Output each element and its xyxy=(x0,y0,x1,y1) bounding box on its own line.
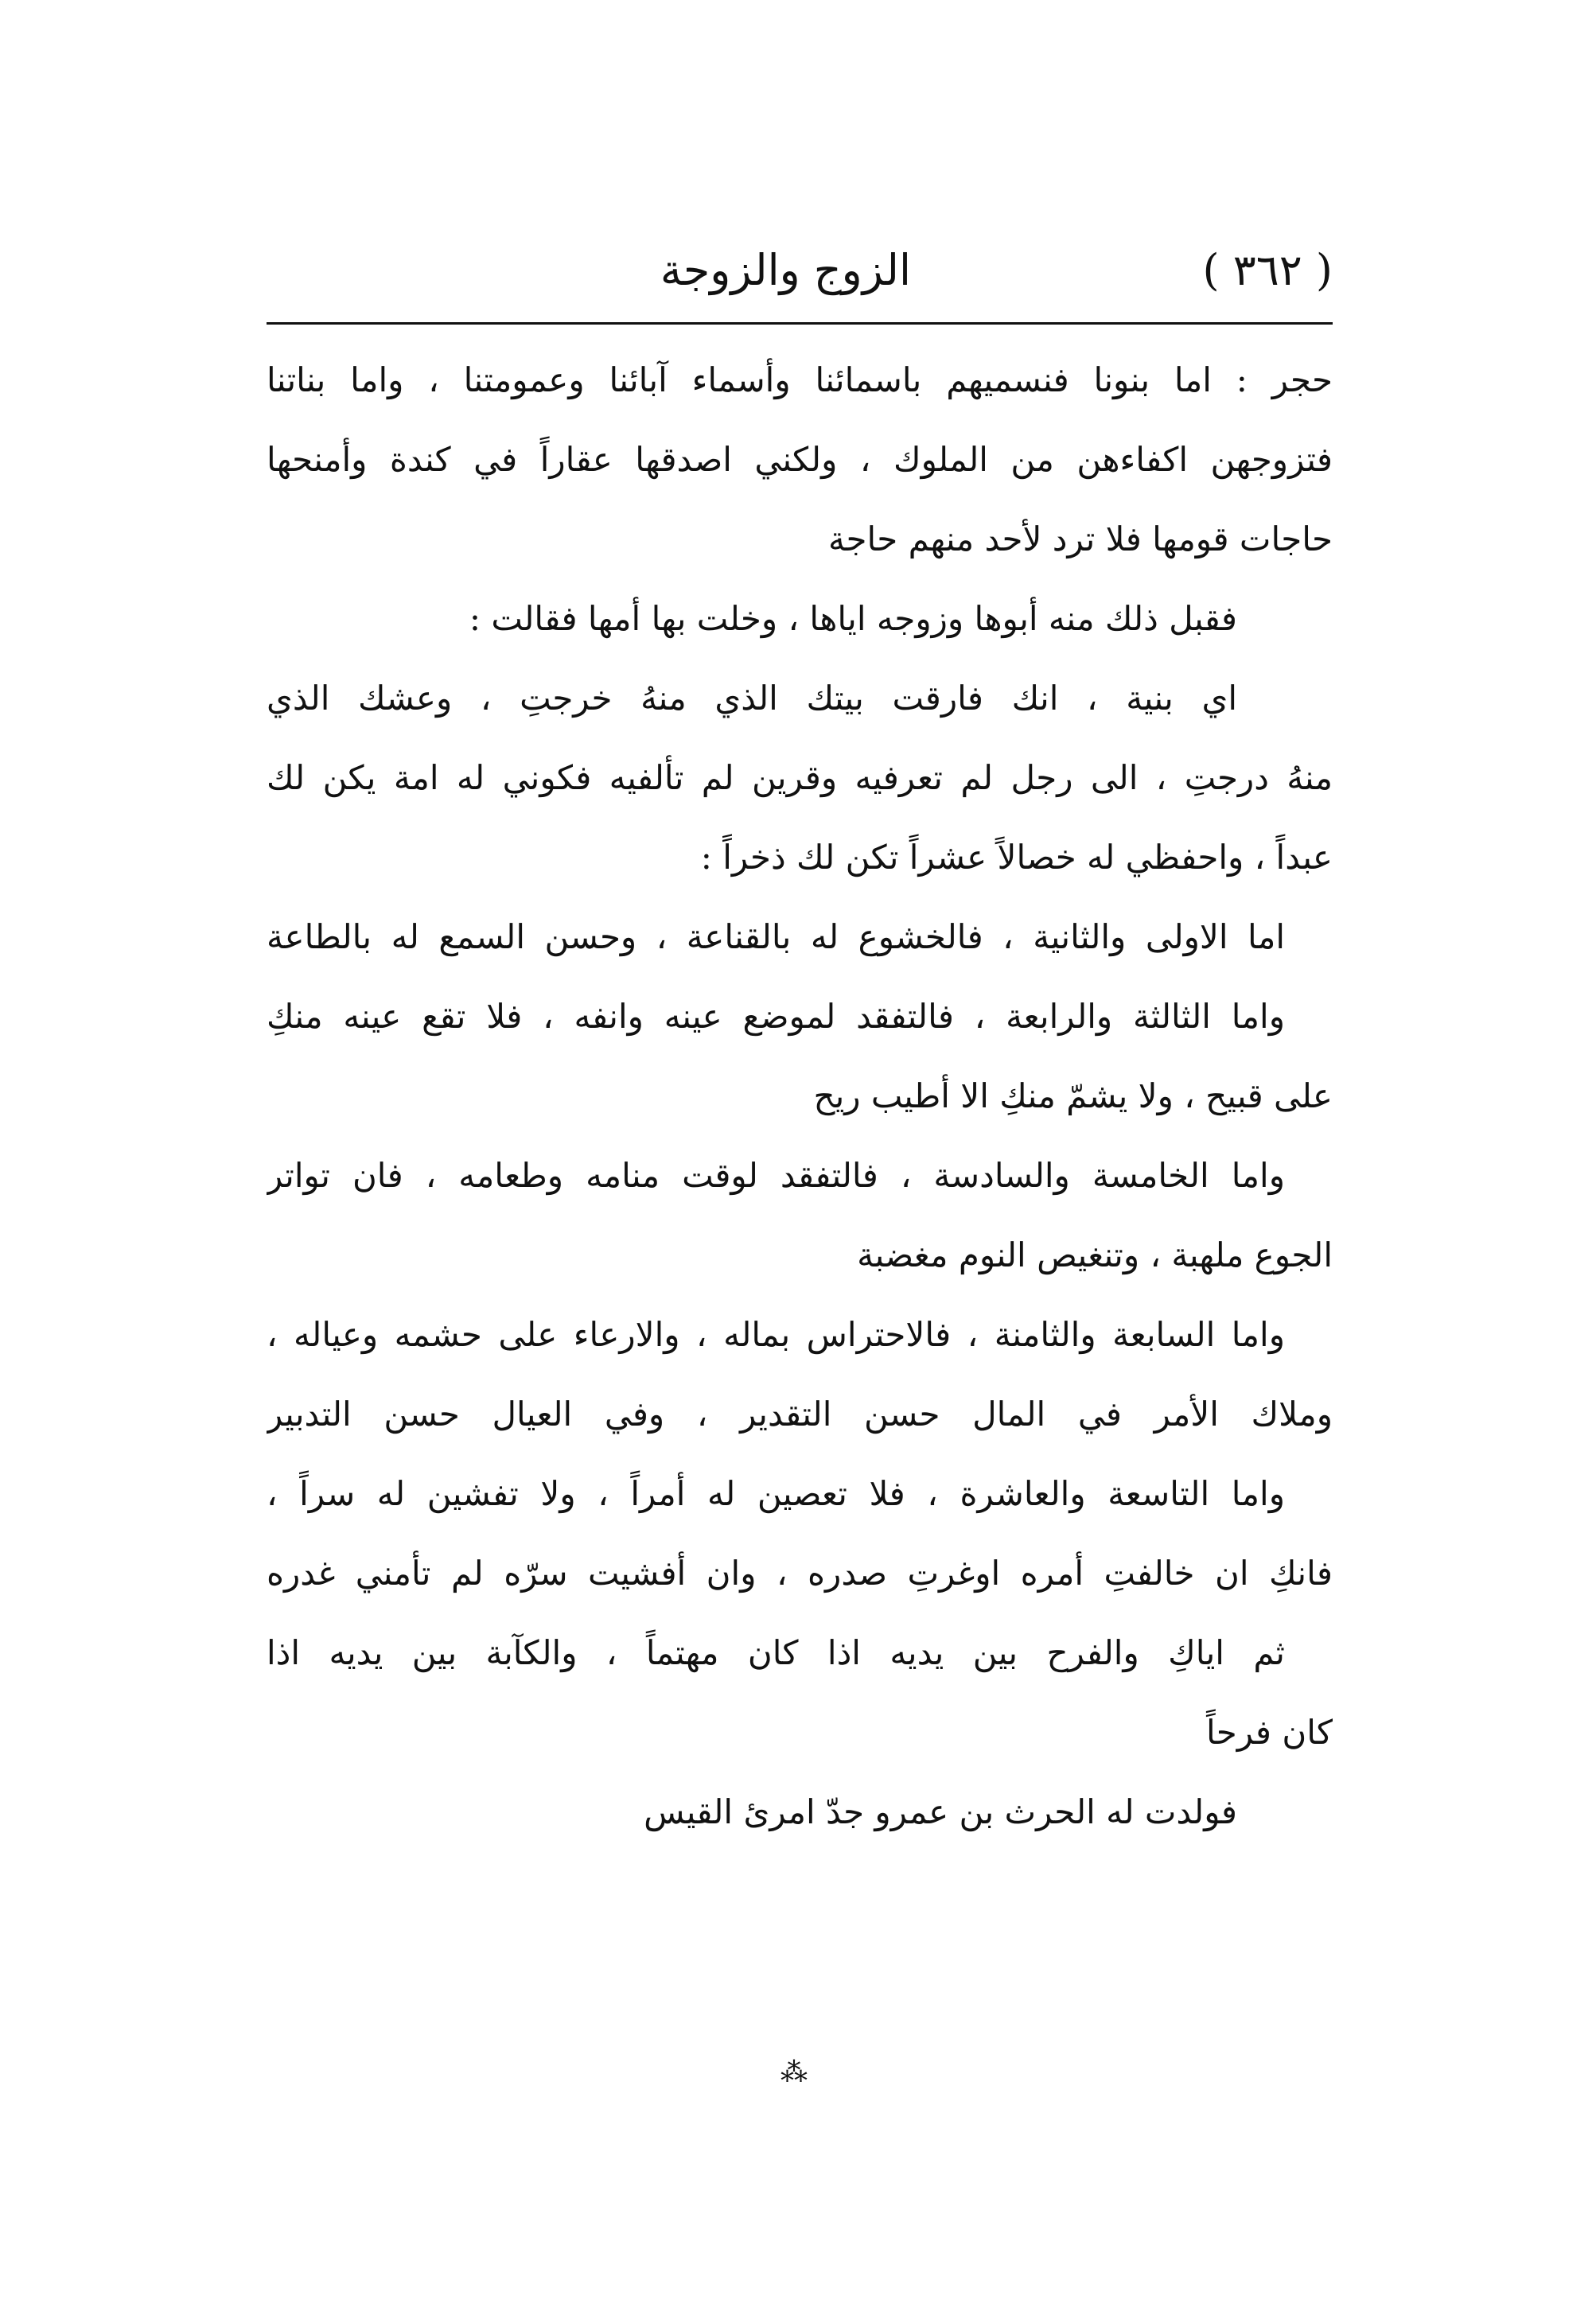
text-line: كان فرحاً xyxy=(1206,1713,1333,1752)
text-line: فانكِ ان خالفتِ أمره اوغرتِ صدره ، وان أفشيت سرّه لم تأمني غدره xyxy=(267,1554,1333,1593)
body-text xyxy=(267,340,1333,1852)
running-header xyxy=(267,239,1333,302)
text-line: عبداً ، واحفظي له خصالاً عشراً تكن لك ذخراً : xyxy=(700,838,1333,877)
text-line: فقبل ذلك منه أبوها وزوجه اياها ، وخلت بها أمها فقالت : xyxy=(469,599,1237,638)
text-line: اما الاولى والثانية ، فالخشوع له بالقناعة ، وحسن السمع له بالطاعة xyxy=(267,917,1285,956)
section-ornament: ⁂ xyxy=(780,2056,816,2088)
text-line: على قبيح ، ولا يشمّ منكِ الا أطيب ريح xyxy=(813,1076,1333,1115)
text-line: اي بنية ، انك فارقت بيتك الذي منهُ خرجتِ ، وعشك الذي xyxy=(267,679,1237,718)
text-line: واما السابعة والثامنة ، فالاحتراس بماله ، والارعاء على حشمه وعياله ، xyxy=(267,1315,1285,1354)
text-line: واما الثالثة والرابعة ، فالتفقد لموضع عينه وانفه ، فلا تقع عينه منكِ xyxy=(267,997,1285,1036)
text-line: ثم اياكِ والفرح بين يديه اذا كان مهتماً ، والكآبة بين يديه اذا xyxy=(267,1633,1285,1672)
text-line: وملاك الأمر في المال حسن التقدير ، وفي العيال حسن التدبير xyxy=(267,1395,1333,1434)
header-rule xyxy=(267,322,1333,325)
text-line: الجوع ملهبة ، وتنغيص النوم مغضبة xyxy=(857,1235,1333,1274)
text-line: فتزوجهن اكفاءهن من الملوك ، ولكني اصدقها عقاراً في كندة وأمنحها xyxy=(267,440,1333,479)
running-title: الزوج والزوجة xyxy=(660,245,911,295)
page-number: ( ٣٦٢ ) xyxy=(1202,245,1333,295)
text-line: واما الخامسة والسادسة ، فالتفقد لوقت منامه وطعامه ، فان تواتر xyxy=(267,1156,1285,1195)
text-line: حجر : اما بنونا فنسميهم باسمائنا وأسماء آبائنا وعمومتنا ، واما بناتنا xyxy=(267,360,1333,399)
text-line: حاجات قومها فلا ترد لأحد منهم حاجة xyxy=(828,519,1333,558)
text-line: فولدت له الحرث بن عمرو جدّ امرئ القيس xyxy=(644,1792,1237,1831)
text-line: منهُ درجتِ ، الى رجل لم تعرفيه وقرين لم تألفيه فكوني له امة يكن لك xyxy=(267,758,1333,797)
text-line: واما التاسعة والعاشرة ، فلا تعصين له أمراً ، ولا تفشين له سراً ، xyxy=(267,1474,1285,1513)
